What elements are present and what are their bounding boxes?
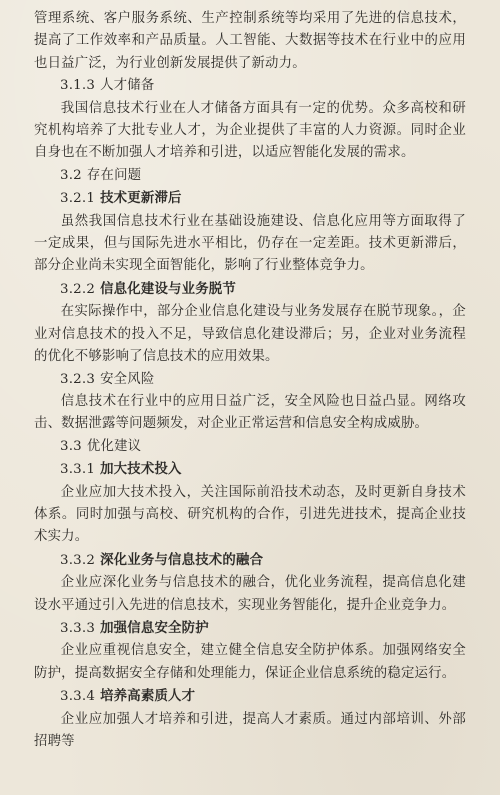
heading-title: 安全风险 <box>100 371 155 387</box>
paragraph: 企业应加大技术投入，关注国际前沿技术动态，及时更新自身技术体系。同时加强与高校、研究机构的合作，引进先进技术，提高企业技术实力。 <box>34 484 466 545</box>
heading-title: 技术更新滞后 <box>100 190 182 207</box>
heading-number: 3.3.2 <box>60 552 96 568</box>
section-heading-3-3 <box>34 436 466 458</box>
heading-number: 3.3 <box>60 438 82 454</box>
heading-number: 3.2 <box>60 167 82 183</box>
heading-title: 加强信息安全防护 <box>100 619 209 636</box>
heading-number: 3.3.3 <box>60 620 96 636</box>
section-heading-3-3-2 <box>34 549 466 572</box>
section-heading-3-3-1 <box>34 458 466 481</box>
heading-title: 深化业务与信息技术的融合 <box>100 551 264 568</box>
paragraph: 企业应深化业务与信息技术的融合，优化业务流程，提高信息化建设水平通过引入先进的信息技术，实现业务智能化，提升企业竞争力。 <box>34 575 466 613</box>
heading-title: 加大技术投入 <box>100 461 182 478</box>
section-heading-3-2-2 <box>34 278 466 301</box>
paragraph: 企业应加强人才培养和引进，提高人才素质。通过内部培训、外部招聘等 <box>34 711 466 749</box>
paragraph: 企业应重视信息安全，建立健全信息安全防护体系。加强网络安全防护，提高数据安全存储和处理能力，保证企业信息系统的稳定运行。 <box>34 643 466 681</box>
paragraph: 管理系统、客户服务系统、生产控制系统等均采用了先进的信息技术，提高了工作效率和产品质量。人工智能、大数据等技术在行业中的应用也日益广泛，为行业创新发展提供了新动力。 <box>34 11 466 71</box>
section-heading-3-1-3 <box>34 75 466 97</box>
heading-title: 人才储备 <box>100 78 155 94</box>
section-heading-3-2 <box>34 165 466 187</box>
section-heading-3-3-4 <box>34 685 466 708</box>
paragraph: 信息技术在行业中的应用日益广泛，安全风险也日益凸显。网络攻击、数据泄露等问题频发，对企业正常运营和信息安全构成威胁。 <box>34 393 466 432</box>
heading-number: 3.3.4 <box>60 689 96 705</box>
section-heading-3-3-3 <box>34 617 466 640</box>
heading-title: 存在问题 <box>86 167 142 183</box>
heading-title: 信息化建设与业务脱节 <box>100 280 236 297</box>
paragraph: 在实际操作中，部分企业信息化建设与业务发展存在脱节现象。，企业对信息技术的投入不足，导致信息化建设滞后；另，企业对业务流程的优化不够影响了信息技术的应用效果。 <box>34 304 466 365</box>
heading-number: 3.2.1 <box>60 191 96 207</box>
section-heading-3-2-3 <box>34 369 466 391</box>
heading-number: 3.2.3 <box>60 371 96 387</box>
heading-number: 3.2.2 <box>60 281 96 297</box>
paragraph: 虽然我国信息技术行业在基础设施建设、信息化应用等方面取得了一定成果，但与国际先进水平相比，仍存在一定差距。技术更新滞后，部分企业尚未实现全面智能化，影响了行业整体竞争力。 <box>34 213 466 274</box>
heading-number: 3.3.1 <box>60 462 96 478</box>
heading-number: 3.1.3 <box>60 78 96 94</box>
heading-title: 优化建议 <box>86 438 142 454</box>
paragraph: 我国信息技术行业在人才储备方面具有一定的优势。众多高校和研究机构培养了大批专业人才，为企业提供了丰富的人力资源。同时企业自身也在不断加强人才培养和引进，以适应智能化发展的需求。 <box>34 100 466 161</box>
heading-title: 培养高素质人才 <box>100 688 196 705</box>
section-heading-3-2-1 <box>34 187 466 210</box>
